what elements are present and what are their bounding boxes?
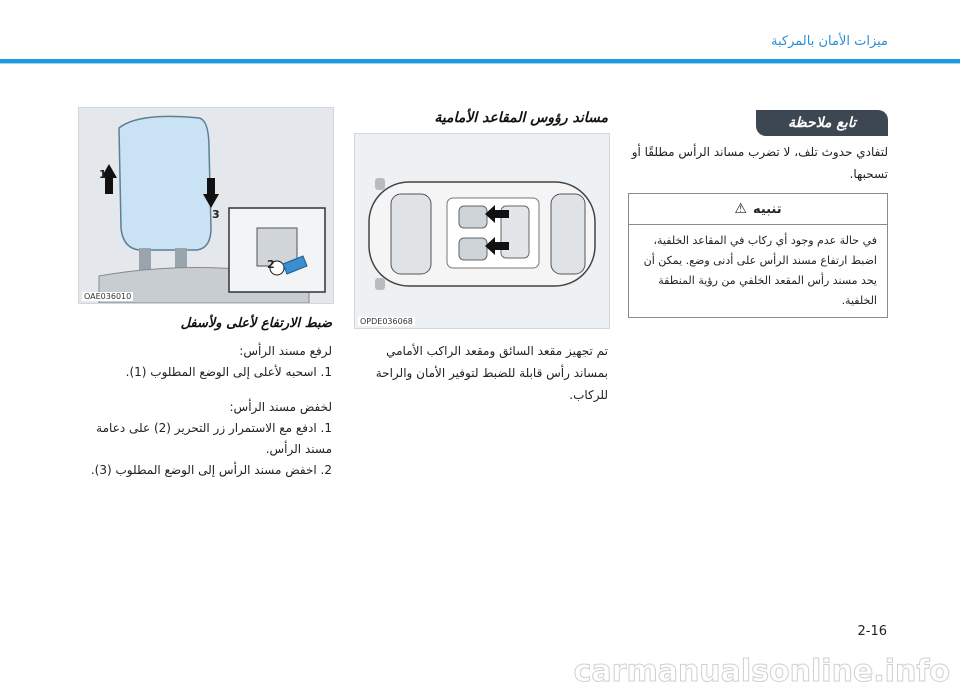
note-bubble [756, 110, 888, 136]
lower-step: 2. ﺍﺧﻔﺾ ﻣﺴﻨﺪ ﺍﻟﺮﺃﺱ ﺇﻟﻰ ﺍﻟﻮﺿﻊ ﺍﻟﻤﻄﻠﻮﺏ (3). [90, 463, 332, 477]
car-topview-image [354, 133, 610, 329]
page-number: 2-16 [857, 624, 887, 639]
raise-section [78, 340, 332, 383]
header-rule-thin [0, 63, 960, 64]
caution-box [628, 193, 888, 318]
front-headrests-title: ﻣﺴﺎﻧﺪ ﺭﺅﻭﺱ ﺍﻟﻤﻘﺎﻋﺪ ﺍﻷﻣﺎﻣﻴﺔ [434, 110, 608, 126]
watermark [0, 655, 960, 685]
label-two: 2 [267, 258, 275, 271]
height-adjust-title: ﺿﺒﻂ ﺍﻻﺭﺗﻔﺎﻉ ﻷﻋﻠﻰ ﻭﻷﺳﻔﻞ [180, 316, 332, 331]
lower-steps [78, 418, 332, 481]
car-topview-illustration [355, 134, 609, 328]
headrest-image [78, 107, 334, 304]
label-one: 1 [99, 168, 107, 181]
lower-step: 1. ﺍﺩﻓﻊ ﻣﻊ ﺍﻻﺳﺘﻤﺮﺍﺭ ﺯﺭ ﺍﻟﺘﺤﺮﻳﺮ (2) ﻋﻠﻰ ﺩﻋﺎﻣﺔ ﻣﺴﻨﺪ ﺍﻟﺮﺃﺱ. [96, 421, 332, 456]
caution-title: ﺗﻨﺒﻴﻪ [752, 201, 782, 217]
note-bubble-label: ﺗﺎﺑﻊ ﻣﻼﺣﻈﺔ [788, 115, 856, 131]
caution-header [629, 194, 887, 225]
note-text: ﻟﺘﻔﺎﺩﻱ ﺣﺪﻭﺙ ﺗﻠﻒ، ﻻ ﺗﻀﺮﺏ ﻣﺴﺎﻧﺪ ﺍﻟﺮﺃﺱ ﻣﻄﻠﻘًﺎ ﺃﻭ ﺗﺴﺤﺒﻬﺎ. [631, 145, 888, 181]
lower-section [78, 396, 332, 481]
raise-step: 1. ﺍﺳﺤﺒﻪ ﻷﻋﻠﻰ ﺇﻟﻰ ﺍﻟﻮﺿﻊ ﺍﻟﻤﻄﻠﻮﺏ (1). [125, 365, 332, 379]
watermark-text: carmanualsonline.info [573, 655, 950, 685]
caution-body: ﻓﻲ ﺣﺎﻟﺔ ﻋﺪﻡ ﻭﺟﻮﺩ ﺃﻱ ﺭﻛﺎﺏ ﻓﻲ ﺍﻟﻤﻘﺎﻋﺪ ﺍﻟﺨﻠﻔﻴﺔ، ﺍﺿﺒﻂ ﺍﺭﺗﻔﺎﻉ ﻣﺴﻨﺪ ﺍﻟﺮﺃﺱ ﻋﻠﻰ ﺃﺩﻧﻰ ﻭﺿﻊ. ﻳﻤﻜﻦ ﺃﻥ ﻳﺤﺪ ﻣﺴﻨﺪ ﺭﺃﺱ ﺍﻟﻤﻘﻌﺪ ﺍﻟﺨﻠﻔﻲ ﻣﻦ ﺭﺅﻳﺔ ﺍﻟﻤﻨﻄﻘﺔ ﺍﻟﺨﻠﻔﻴﺔ. [643, 234, 877, 307]
raise-title: ﻟﺮﻓﻊ ﻣﺴﻨﺪ ﺍﻟﺮﺃﺱ: [239, 344, 332, 358]
label-three: 3 [212, 208, 220, 221]
headrest-illustration [79, 108, 333, 303]
image-code: OAE036010 [84, 292, 132, 301]
warning-triangle-icon: ⚠ [734, 201, 747, 217]
lower-title: ﻟﺨﻔﺾ ﻣﺴﻨﺪ ﺍﻟﺮﺃﺱ: [229, 400, 332, 414]
raise-steps [78, 362, 332, 383]
image-code: OPDE036068 [360, 317, 413, 326]
section-header: ﻣﻴﺰﺍﺕ ﺍﻷﻣﺎﻥ ﺑﺎﻟﻤﺮﻛﺒﺔ [771, 34, 888, 49]
front-headrests-text: ﺗﻢ ﺗﺠﻬﻴﺰ ﻣﻘﻌﺪ ﺍﻟﺴﺎﺋﻖ ﻭﻣﻘﻌﺪ ﺍﻟﺮﺍﻛﺐ ﺍﻷﻣﺎﻣﻲ ﺑﻤﺴﺎﻧﺪ ﺭﺃﺱ ﻗﺎﺑﻠﺔ ﻟﻠﻀﺒﻂ ﻟﺘﻮﻓﻴﺮ ﺍﻷﻣﺎﻥ ﻭﺍﻟﺮﺍﺣﺔ ﻟﻠﺮﻛﺎﺏ. [375, 344, 608, 402]
